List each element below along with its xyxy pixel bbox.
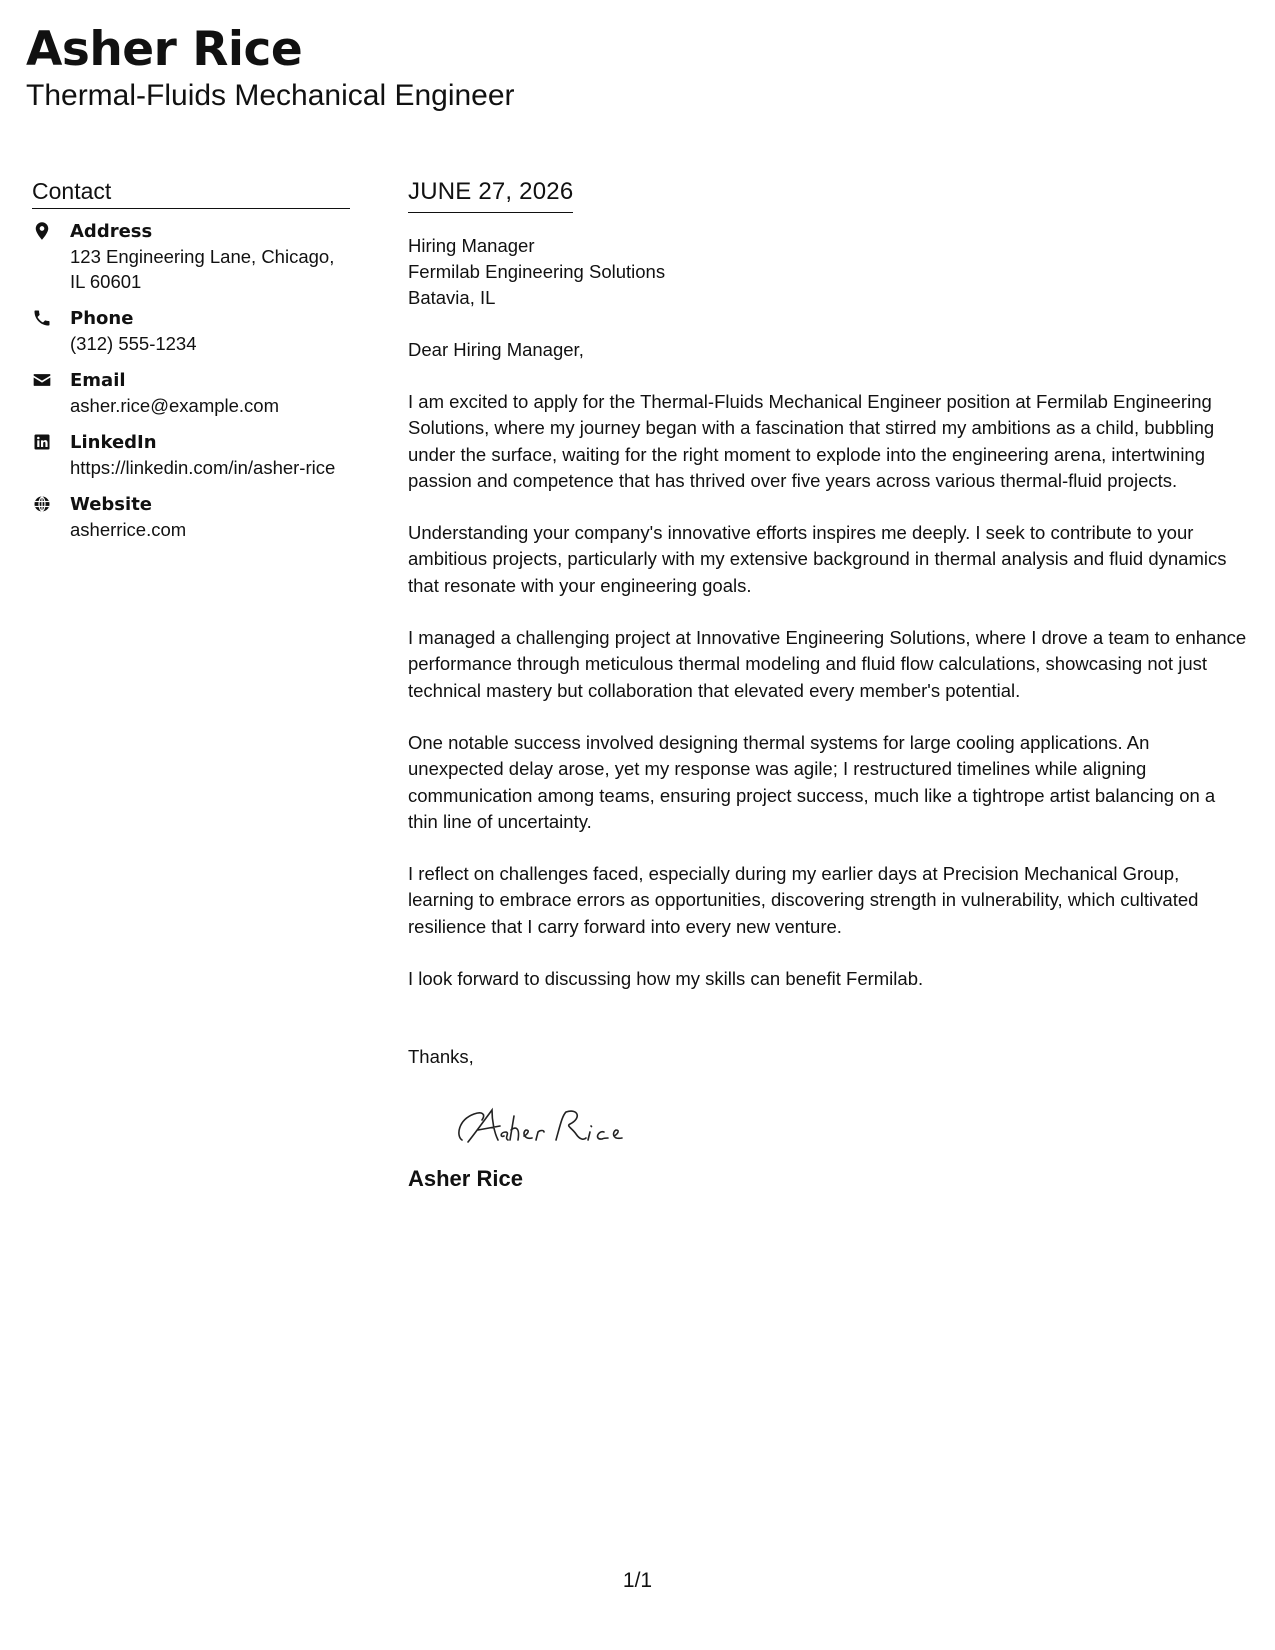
paragraph: I managed a challenging project at Innovative Engineering Solutions, where I drove a team to enhance performance through meticulous thermal modeling and fluid flow calculations, showcasing not just technical mastery but collaboration that elevated every member's potential.	[408, 627, 1247, 701]
contact-linkedin	[32, 430, 350, 480]
closing: Thanks,	[408, 1046, 474, 1068]
header	[26, 22, 515, 114]
map-pin-icon	[32, 219, 70, 242]
signer-name: Asher Rice	[408, 1166, 523, 1192]
contact-label: Address	[70, 221, 153, 242]
globe-icon	[32, 492, 70, 515]
letter-date: JUNE 27, 2026	[408, 176, 573, 213]
paragraph: I look forward to discussing how my skills can benefit Fermilab.	[408, 968, 924, 990]
recipient-company: Fermilab Engineering Solutions	[408, 261, 666, 282]
contact-email	[32, 368, 350, 418]
contact-label: LinkedIn	[70, 432, 157, 453]
contact-value: https://linkedin.com/in/asher-rice	[70, 457, 336, 478]
contact-label: Email	[70, 370, 126, 391]
paragraph: I reflect on challenges faced, especially during my earlier days at Precision Mechanical Group, learning to embrace errors as opportunities, discovering strength in vulnerability, which cultivated resilience that I carry forward into every new venture.	[408, 863, 1199, 937]
handwritten-signature	[448, 1096, 1248, 1156]
paragraph: One notable success involved designing thermal systems for large cooling applications. An unexpected delay arose, yet my response was agile; I restructured timelines while aligning communication among teams, ensuring project success, much like a tightrope artist balancing on a thin line of uncertainty.	[408, 731, 1216, 832]
contact-website	[32, 492, 350, 542]
paragraph: I am excited to apply for the Thermal-Fluids Mechanical Engineer position at Fermilab Engineering Solutions, where my journey began with a fascination that stirred my ambitions as a child, bubbling under the surface, waiting for the right moment to explode into the engineering arena, intertwining passion and competence that has thrived over five years across various thermal-fluid projects.	[408, 391, 1215, 491]
contact-label: Phone	[70, 308, 134, 329]
recipient-block	[408, 233, 1248, 311]
contact-value: 123 Engineering Lane, Chicago, IL 60601	[70, 246, 335, 292]
phone-icon	[32, 306, 70, 329]
page-number: 1/1	[622, 1569, 653, 1592]
contact-value: asherrice.com	[70, 519, 187, 540]
contact-value: (312) 555-1234	[70, 333, 197, 354]
contact-heading: Contact	[32, 176, 350, 209]
envelope-icon	[32, 368, 70, 391]
recipient-location: Batavia, IL	[408, 287, 496, 308]
letter-body	[408, 176, 1248, 1194]
contact-value: asher.rice@example.com	[70, 395, 280, 416]
applicant-name: Asher Rice	[26, 22, 303, 77]
applicant-role: Thermal-Fluids Mechanical Engineer	[26, 79, 515, 112]
contact-phone	[32, 306, 350, 356]
contact-label: Website	[70, 494, 153, 515]
linkedin-icon	[32, 430, 70, 453]
paragraph: Understanding your company's innovative efforts inspires me deeply. I seek to contribute to your ambitious projects, particularly with my extensive background in thermal analysis and fluid dynamics that resonate with your engineering goals.	[408, 522, 1227, 596]
recipient-title: Hiring Manager	[408, 235, 535, 256]
salutation: Dear Hiring Manager,	[408, 339, 584, 360]
contact-sidebar	[32, 176, 350, 554]
contact-address	[32, 219, 350, 294]
